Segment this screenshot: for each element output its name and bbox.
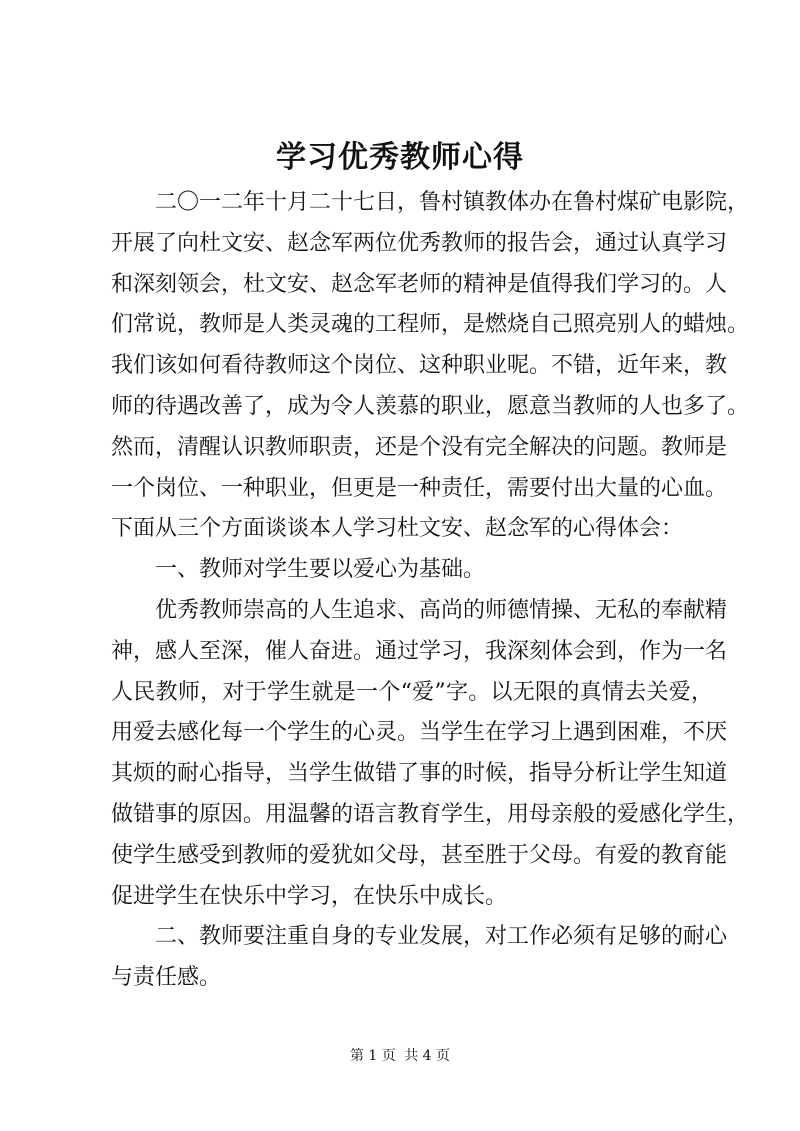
- paragraph-line: 然而，清醒认识教师职责，还是个没有完全解决的问题。教师是: [111, 434, 728, 460]
- paragraph-line: 促进学生在快乐中学习，在快乐中成长。: [111, 883, 508, 909]
- paragraph-line: 与责任感。: [111, 965, 222, 991]
- paragraph-line: 人民教师，对于学生就是一个“爱”字。以无限的真情去关爱，: [111, 679, 713, 705]
- page-total: 共 4 页: [404, 1048, 451, 1064]
- paragraph-line: 二〇一二年十月二十七日，鲁村镇教体办在鲁村煤矿电影院，: [155, 190, 750, 215]
- paragraph-line: 用爱去感化每一个学生的心灵。当学生在学习上遇到困难，不厌: [111, 720, 728, 746]
- paragraph-line: 和深刻领会，杜文安、赵念军老师的精神是值得我们学习的。人: [111, 271, 728, 297]
- paragraph-line: 下面从三个方面谈谈本人学习杜文安、赵念军的心得体会：: [111, 516, 684, 542]
- paragraph-line: 神，感人至深，催人奋进。通过学习，我深刻体会到，作为一名: [111, 638, 728, 664]
- paragraph-line: 我们该如何看待教师这个岗位、这种职业呢。不错，近年来，教: [111, 353, 728, 379]
- section-heading-1: 一、教师对学生要以爱心为基础。: [155, 557, 486, 583]
- page-footer: [0, 1046, 800, 1066]
- paragraph-line: 优秀教师崇高的人生追求、高尚的师德情操、无私的奉献精: [155, 597, 728, 623]
- paragraph-line: 师的待遇改善了，成为令人羡慕的职业，愿意当教师的人也多了。: [111, 393, 750, 419]
- page-number: 第 1 页: [349, 1048, 396, 1064]
- paragraph-line: 使学生感受到教师的爱犹如父母，甚至胜于父母。有爱的教育能: [111, 842, 728, 868]
- paragraph-line: 开展了向杜文安、赵念军两位优秀教师的报告会，通过认真学习: [111, 230, 728, 256]
- document-title: 学习优秀教师心得: [276, 140, 524, 175]
- document-body: [111, 183, 750, 999]
- paragraph-line: 们常说，教师是人类灵魂的工程师，是燃烧自己照亮别人的蜡烛。: [111, 312, 750, 338]
- paragraph-line: 其烦的耐心指导，当学生做错了事的时候，指导分析让学生知道: [111, 761, 728, 787]
- section-heading-2: 二、教师要注重自身的专业发展，对工作必须有足够的耐心: [155, 924, 728, 950]
- paragraph-line: 做错事的原因。用温馨的语言教育学生，用母亲般的爱感化学生，: [111, 801, 750, 827]
- paragraph-line: 一个岗位、一种职业，但更是一种责任，需要付出大量的心血。: [111, 475, 728, 501]
